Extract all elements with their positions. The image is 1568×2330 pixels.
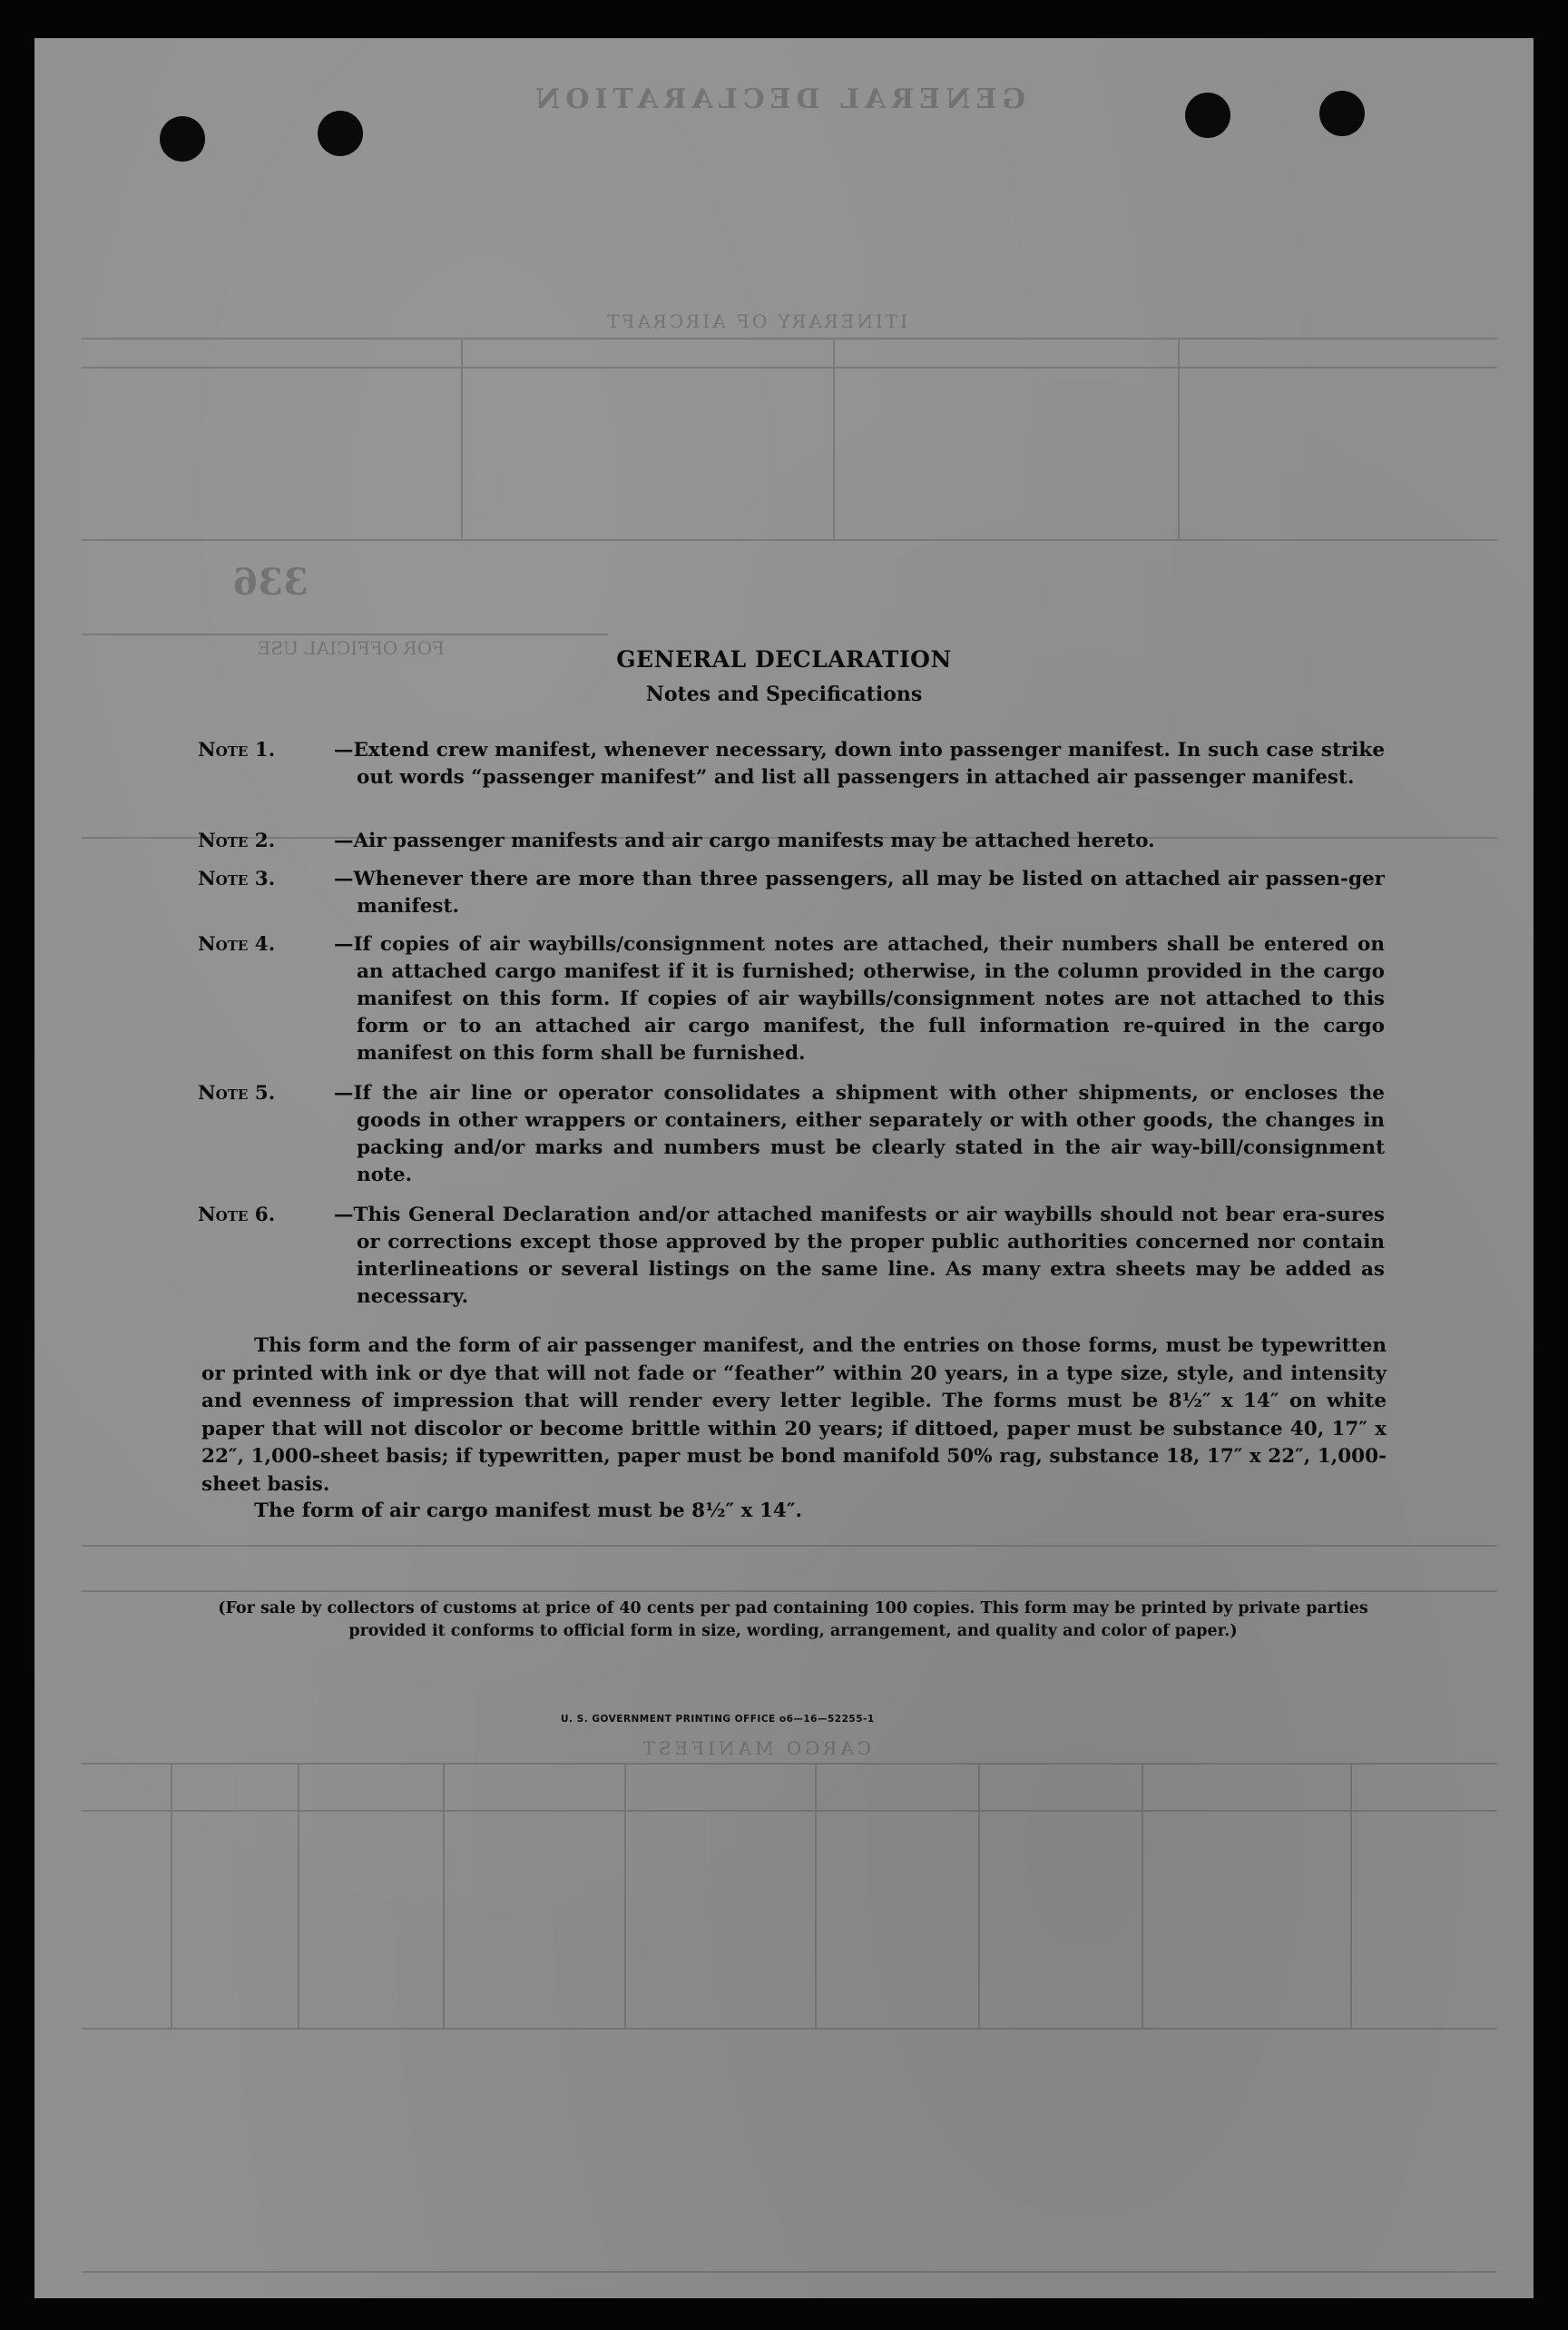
bleed-through-number: 336 <box>232 561 309 604</box>
note-text: —Whenever there are more than three passengers, all may be listed on attached air passen-ger manifest. <box>334 868 1385 918</box>
document-page <box>34 38 1534 2298</box>
note-label: Note 6. <box>198 1204 276 1226</box>
note-label: Note 4. <box>198 933 276 956</box>
specifications-paragraph: This form and the form of air passenger manifest, and the entries on those forms, must be typewritten or printed with ink or dye that will not fade or “feather” within 20 years, in a type size, style, and intensity and evenness of impression that will render every letter legible. The forms must be 8½″ x 14″ on white paper that will not discolor or become brittle within 20 years; if dittoed, paper must be substance 40, 17″ x 22″, 1,000-sheet basis; if typewritten, paper must be bond manifold 50% rag, substance 18, 17″ x 22″, 1,000-sheet basis. <box>201 1334 1387 1496</box>
note-text: —This General Declaration and/or attached manifests or air waybills should not bear era-sures or corrections except those approved by the proper public authorities concerned nor contain interlineations or several listings on the same line. As many extra sheets may be added as necessary. <box>334 1204 1385 1308</box>
note-2 <box>198 828 1385 855</box>
note-4 <box>198 931 1385 1067</box>
declaration-title: GENERAL DECLARATION <box>616 646 952 673</box>
bleed-through-cargo-manifest: CARGO MANIFEST <box>639 1737 871 1759</box>
bleed-through-itinerary: ITINERARY OF AIRCRAFT <box>604 310 907 332</box>
sale-notice: (For sale by collectors of customs at price of 40 cents per pad containing 100 copies. This form may be printed by private parties provided it conforms to official form in size, wording, arrangement, and quality and color of paper.) <box>218 1599 1368 1640</box>
printer-imprint: U. S. GOVERNMENT PRINTING OFFICE o6—16—52255-1 <box>561 1714 875 1725</box>
note-text: —Air passenger manifests and air cargo manifests may be attached hereto. <box>334 830 1155 852</box>
bleed-through-official-use: FOR OFFICIAL USE <box>257 637 445 659</box>
bleed-through-header: GENERAL DECLARATION <box>529 84 1025 115</box>
note-label: Note 3. <box>198 868 276 890</box>
note-1 <box>198 737 1385 791</box>
note-6 <box>198 1202 1385 1311</box>
note-5 <box>198 1080 1385 1189</box>
note-3 <box>198 866 1385 920</box>
declaration-subtitle: Notes and Specifications <box>645 683 923 706</box>
note-label: Note 1. <box>198 739 276 762</box>
note-text: —If copies of air waybills/consignment notes are attached, their numbers shall be entered on an attached cargo manifest if it is furnished; otherwise, in the column provided in the cargo manifest on this form. If copies of air waybills/consignment notes are not attached to this form or to an attached air cargo manifest, the full information re-quired in the cargo manifest on this form shall be furnished. <box>334 933 1385 1065</box>
note-text: —If the air line or operator consolidates a shipment with other shipments, or encloses the goods in other wrappers or containers, either separately or with other goods, the changes in packing and/or marks and numbers must be clearly stated in the air way-bill/consignment note. <box>334 1082 1385 1186</box>
note-text: —Extend crew manifest, whenever necessary, down into passenger manifest. In such case strike out words “passenger manifest” and list all passengers in attached air passenger manifest. <box>334 739 1385 789</box>
notes-and-specifications <box>34 38 1534 2298</box>
cargo-manifest-size-note: The form of air cargo manifest must be 8½″ x 14″. <box>254 1499 802 1522</box>
note-label: Note 5. <box>198 1082 276 1105</box>
note-label: Note 2. <box>198 830 276 852</box>
